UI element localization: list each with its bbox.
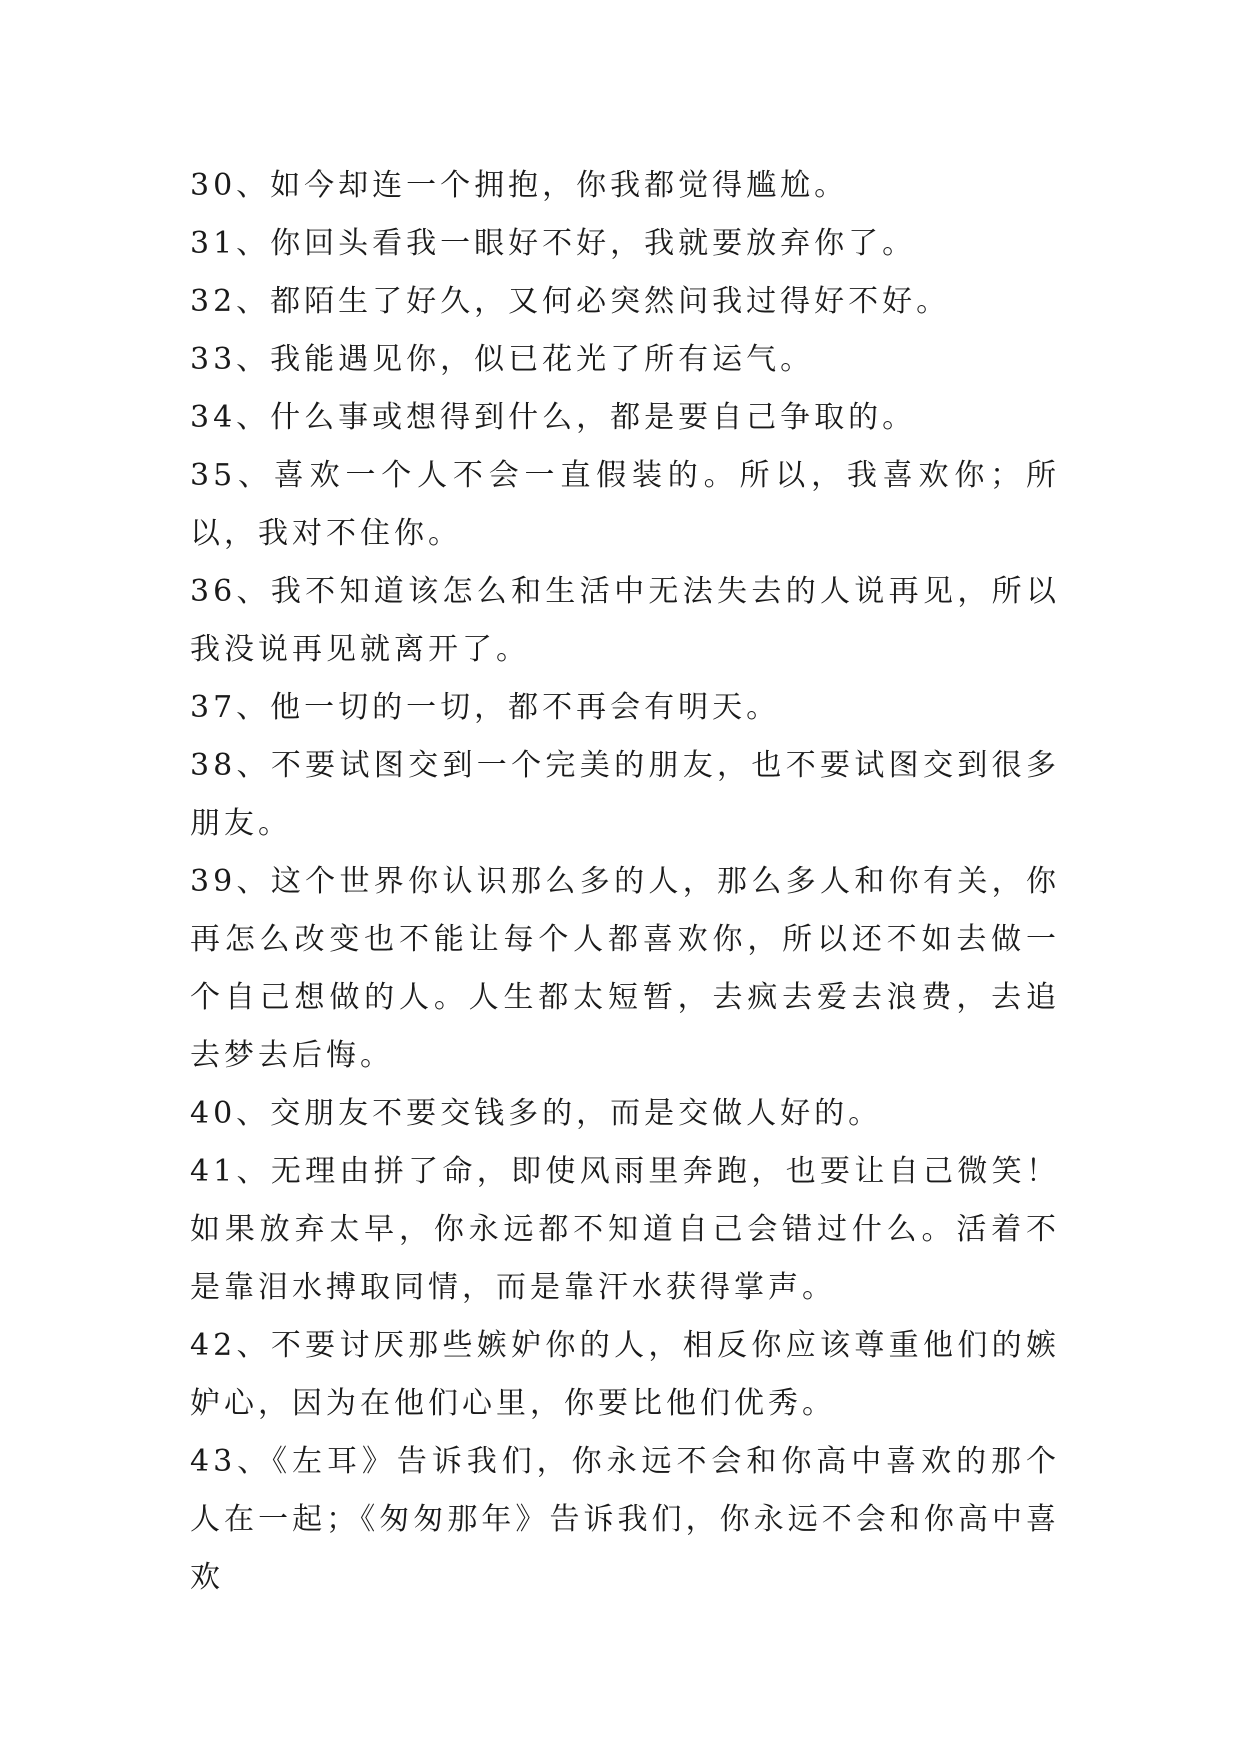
document-body bbox=[190, 157, 1060, 1607]
paragraph-42: 42、不要讨厌那些嫉妒你的人，相反你应该尊重他们的嫉妒心，因为在他们心里，你要比他们优秀。 bbox=[190, 1328, 1060, 1421]
paragraph-36: 36、我不知道该怎么和生活中无法失去的人说再见，所以我没说再见就离开了。 bbox=[190, 574, 1060, 667]
paragraph-32: 32、都陌生了好久，又何必突然问我过得好不好。 bbox=[190, 284, 951, 319]
paragraph-34: 34、什么事或想得到什么，都是要自己争取的。 bbox=[190, 400, 917, 435]
paragraph-39: 39、这个世界你认识那么多的人，那么多人和你有关，你再怎么改变也不能让每个人都喜欢你，所以还不如去做一个自己想做的人。人生都太短暂，去疯去爱去浪费，去追去梦去后悔。 bbox=[190, 864, 1060, 1073]
paragraph-30: 30、如今却连一个拥抱，你我都觉得尴尬。 bbox=[190, 168, 849, 203]
paragraph-33: 33、我能遇见你，似已花光了所有运气。 bbox=[190, 342, 815, 377]
paragraph-37: 37、他一切的一切，都不再会有明天。 bbox=[190, 690, 781, 725]
paragraph-35: 35、喜欢一个人不会一直假装的。所以，我喜欢你；所以，我对不住你。 bbox=[190, 458, 1060, 551]
paragraph-43: 43、《左耳》告诉我们，你永远不会和你高中喜欢的那个人在一起；《匆匆那年》告诉我们，你永远不会和你高中喜欢 bbox=[190, 1444, 1060, 1595]
paragraph-31: 31、你回头看我一眼好不好，我就要放弃你了。 bbox=[190, 226, 917, 261]
paragraph-41: 41、无理由拼了命，即使风雨里奔跑，也要让自己微笑！如果放弃太早，你永远都不知道自己会错过什么。活着不是靠泪水搏取同情，而是靠汗水获得掌声。 bbox=[190, 1154, 1060, 1305]
paragraph-38: 38、不要试图交到一个完美的朋友，也不要试图交到很多朋友。 bbox=[190, 748, 1060, 841]
paragraph-40: 40、交朋友不要交钱多的，而是交做人好的。 bbox=[190, 1096, 883, 1131]
